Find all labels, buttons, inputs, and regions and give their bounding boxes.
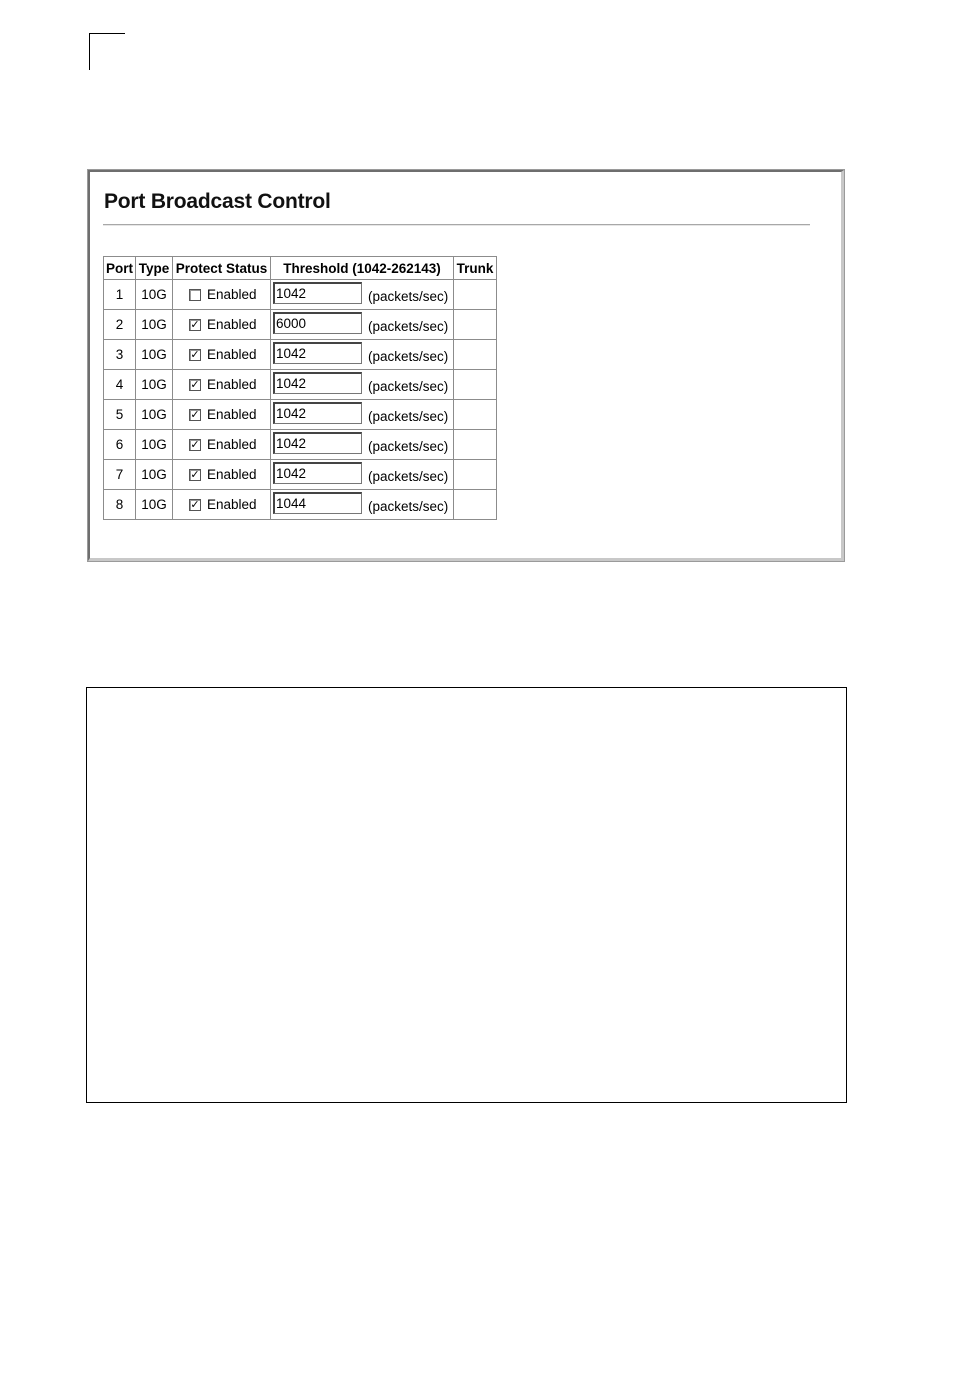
- protect-status-label: Enabled: [207, 347, 257, 362]
- trunk-cell: [454, 340, 497, 370]
- threshold-input[interactable]: [273, 432, 362, 454]
- threshold-cell: [271, 460, 454, 490]
- column-header-port: Port: [104, 257, 136, 280]
- threshold-cell: [271, 310, 454, 340]
- trunk-cell: [454, 460, 497, 490]
- trunk-cell: [454, 280, 497, 310]
- port-type: 10G: [136, 460, 173, 490]
- trunk-cell: [454, 400, 497, 430]
- protect-status-label: Enabled: [207, 407, 257, 422]
- trunk-cell: [454, 430, 497, 460]
- protect-status-checkbox[interactable]: ✓: [190, 498, 200, 511]
- threshold-unit-label: (packets/sec): [368, 499, 449, 514]
- trunk-cell: [454, 490, 497, 520]
- threshold-unit-label: (packets/sec): [368, 289, 449, 304]
- port-type: 10G: [136, 430, 173, 460]
- trunk-cell: [454, 310, 497, 340]
- threshold-input[interactable]: [273, 492, 362, 514]
- table-row: [104, 310, 497, 340]
- page-title: Port Broadcast Control: [104, 190, 331, 213]
- protect-status-label: Enabled: [207, 317, 257, 332]
- protect-status-cell: [173, 430, 271, 460]
- port-type: 10G: [136, 400, 173, 430]
- protect-status-cell: [173, 340, 271, 370]
- port-table: [103, 256, 497, 520]
- column-header-protect-status: Protect Status: [173, 257, 271, 280]
- protect-status-label: Enabled: [207, 437, 257, 452]
- protect-status-cell: [173, 280, 271, 310]
- crop-mark: [89, 33, 125, 70]
- port-number: 8: [104, 490, 136, 520]
- threshold-input[interactable]: [273, 402, 362, 424]
- protect-status-checkbox[interactable]: ✓: [190, 378, 200, 391]
- threshold-input[interactable]: [273, 282, 362, 304]
- protect-status-cell: [173, 400, 271, 430]
- column-header-type: Type: [136, 257, 173, 280]
- table-row: [104, 340, 497, 370]
- threshold-input[interactable]: [273, 462, 362, 484]
- threshold-input[interactable]: [273, 342, 362, 364]
- threshold-unit-label: (packets/sec): [368, 439, 449, 454]
- threshold-cell: [271, 400, 454, 430]
- protect-status-checkbox[interactable]: ✓: [190, 318, 200, 331]
- protect-status-label: Enabled: [207, 287, 257, 302]
- threshold-unit-label: (packets/sec): [368, 409, 449, 424]
- port-number: 1: [104, 280, 136, 310]
- trunk-cell: [454, 370, 497, 400]
- protect-status-checkbox[interactable]: ✓: [190, 438, 200, 451]
- port-number: 7: [104, 460, 136, 490]
- table-row: [104, 400, 497, 430]
- protect-status-label: Enabled: [207, 497, 257, 512]
- protect-status-cell: [173, 370, 271, 400]
- port-type: 10G: [136, 370, 173, 400]
- protect-status-checkbox[interactable]: ✓: [190, 408, 200, 421]
- threshold-unit-label: (packets/sec): [368, 379, 449, 394]
- port-number: 2: [104, 310, 136, 340]
- table-row: [104, 490, 497, 520]
- protect-status-checkbox[interactable]: ✓: [190, 468, 200, 481]
- threshold-input[interactable]: [273, 372, 362, 394]
- threshold-input[interactable]: [273, 312, 362, 334]
- column-header-threshold: Threshold (1042-262143): [271, 257, 454, 280]
- threshold-cell: [271, 490, 454, 520]
- threshold-unit-label: (packets/sec): [368, 349, 449, 364]
- port-number: 3: [104, 340, 136, 370]
- threshold-cell: [271, 280, 454, 310]
- title-divider: [103, 224, 810, 226]
- port-number: 5: [104, 400, 136, 430]
- port-type: 10G: [136, 280, 173, 310]
- port-type: 10G: [136, 310, 173, 340]
- table-header-row: [104, 257, 497, 280]
- protect-status-cell: [173, 460, 271, 490]
- port-number: 6: [104, 430, 136, 460]
- port-number: 4: [104, 370, 136, 400]
- threshold-cell: [271, 370, 454, 400]
- threshold-unit-label: (packets/sec): [368, 319, 449, 334]
- protect-status-checkbox[interactable]: [189, 289, 201, 301]
- table-row: [104, 460, 497, 490]
- protect-status-label: Enabled: [207, 467, 257, 482]
- table-row: [104, 280, 497, 310]
- threshold-unit-label: (packets/sec): [368, 469, 449, 484]
- threshold-cell: [271, 340, 454, 370]
- protect-status-cell: [173, 490, 271, 520]
- threshold-cell: [271, 430, 454, 460]
- table-row: [104, 430, 497, 460]
- column-header-trunk: Trunk: [454, 257, 497, 280]
- port-type: 10G: [136, 490, 173, 520]
- protect-status-checkbox[interactable]: ✓: [190, 348, 200, 361]
- table-row: [104, 370, 497, 400]
- port-type: 10G: [136, 340, 173, 370]
- blank-frame: [86, 687, 847, 1103]
- port-broadcast-control-window: [88, 170, 844, 561]
- protect-status-cell: [173, 310, 271, 340]
- protect-status-label: Enabled: [207, 377, 257, 392]
